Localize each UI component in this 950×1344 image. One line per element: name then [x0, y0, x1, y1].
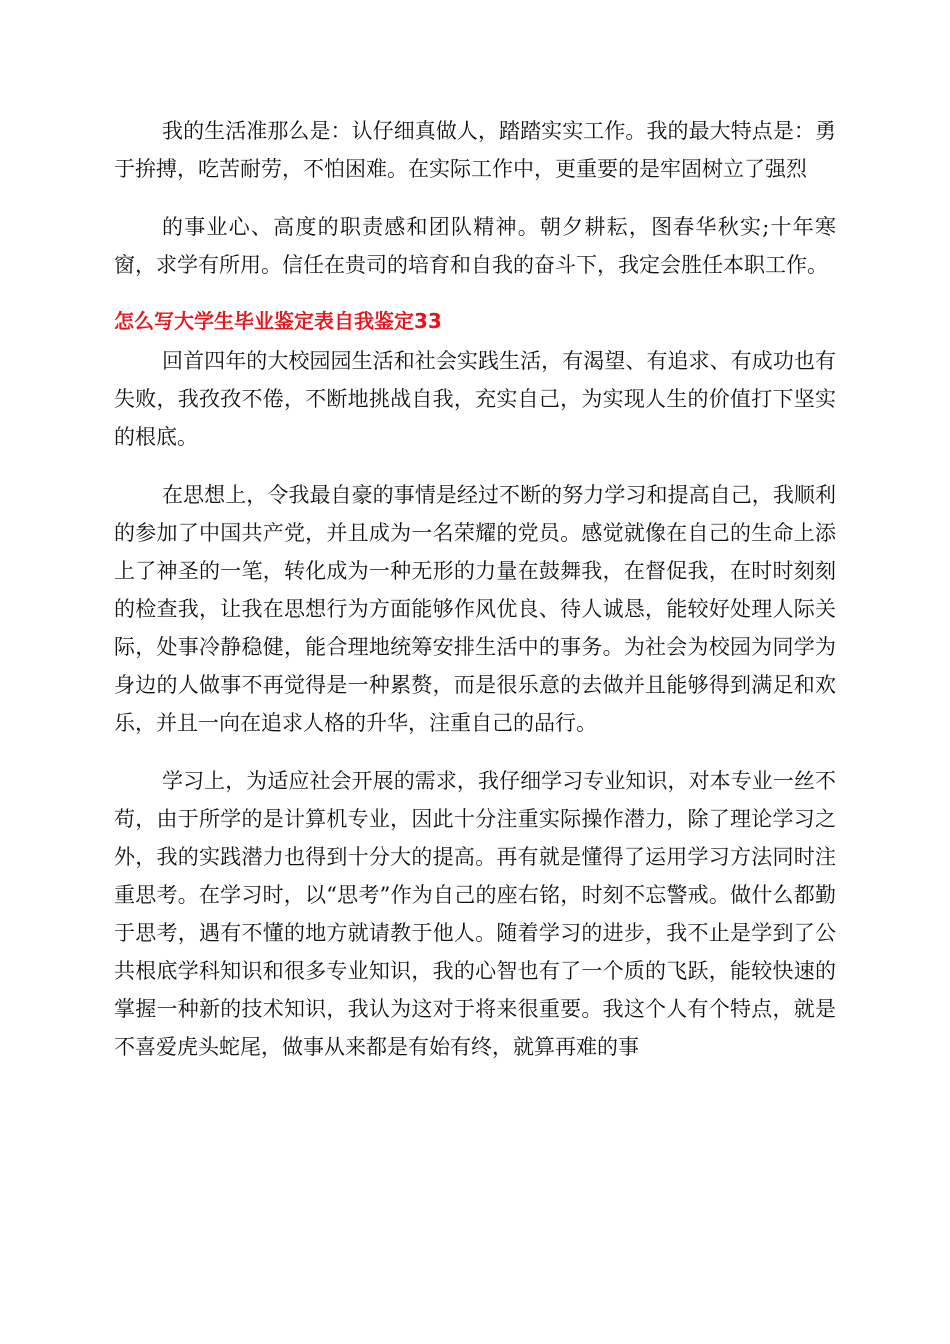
paragraph-thought: 在思想上，令我最自豪的事情是经过不断的努力学习和提高自己，我顺利的参加了中国共产党，并且成为一名荣耀的党员。感觉就像在自己的生命上添上了神圣的一笔，转化成为一种无形的力量在鼓舞我，在督促我，在时时刻刻的检查我，让我在思想行为方面能够作风优良、待人诚恳，能较好处理人际关际，处事冷静稳健，能合理地统筹安排生活中的事务。为社会为校园为同学为身边的人做事不再觉得是一种累赘，而是很乐意的去做并且能够得到满足和欢乐，并且一向在追求人格的升华，注重自己的品行。	[114, 483, 836, 735]
section-heading: 怎么写大学生毕业鉴定表自我鉴定33	[114, 309, 442, 333]
document-body	[114, 112, 836, 1086]
paragraph-career-spirit: 的事业心、高度的职责感和团队精神。朝夕耕耘，图春华秋实;十年寒窗，求学有所用。信任在贵司的培育和自我的奋斗下，我定会胜任本职工作。	[114, 215, 836, 277]
paragraph-study: 学习上，为适应社会开展的需求，我仔细学习专业知识，对本专业一丝不苟，由于所学的是计算机专业，因此十分注重实际操作潜力，除了理论学习之外，我的实践潜力也得到十分大的提高。再有就是懂得了运用学习方法同时注重思考。在学习时，以“思考”作为自己的座右铭，时刻不忘警戒。做什么都勤于思考，遇有不懂的地方就请教于他人。随着学习的进步，我不止是学到了公共根底学科知识和很多专业知识，我的心智也有了一个质的飞跃，能较快速的掌握一种新的技术知识，我认为这对于将来很重要。我这个人有个特点，就是不喜爱虎头蛇尾，做事从来都是有始有终，就算再难的事	[114, 769, 836, 1059]
paragraph-work-attitude: 我的生活准那么是：认仔细真做人，踏踏实实工作。我的最大特点是：勇于拚搏，吃苦耐劳，不怕困难。在实际工作中，更重要的是牢固树立了强烈	[114, 119, 836, 181]
paragraph-review: 回首四年的大校园园生活和社会实践生活，有渴望、有追求、有成功也有失败，我孜孜不倦，不断地挑战自我，充实自己，为实现人生的价值打下坚实的根底。	[114, 349, 836, 449]
